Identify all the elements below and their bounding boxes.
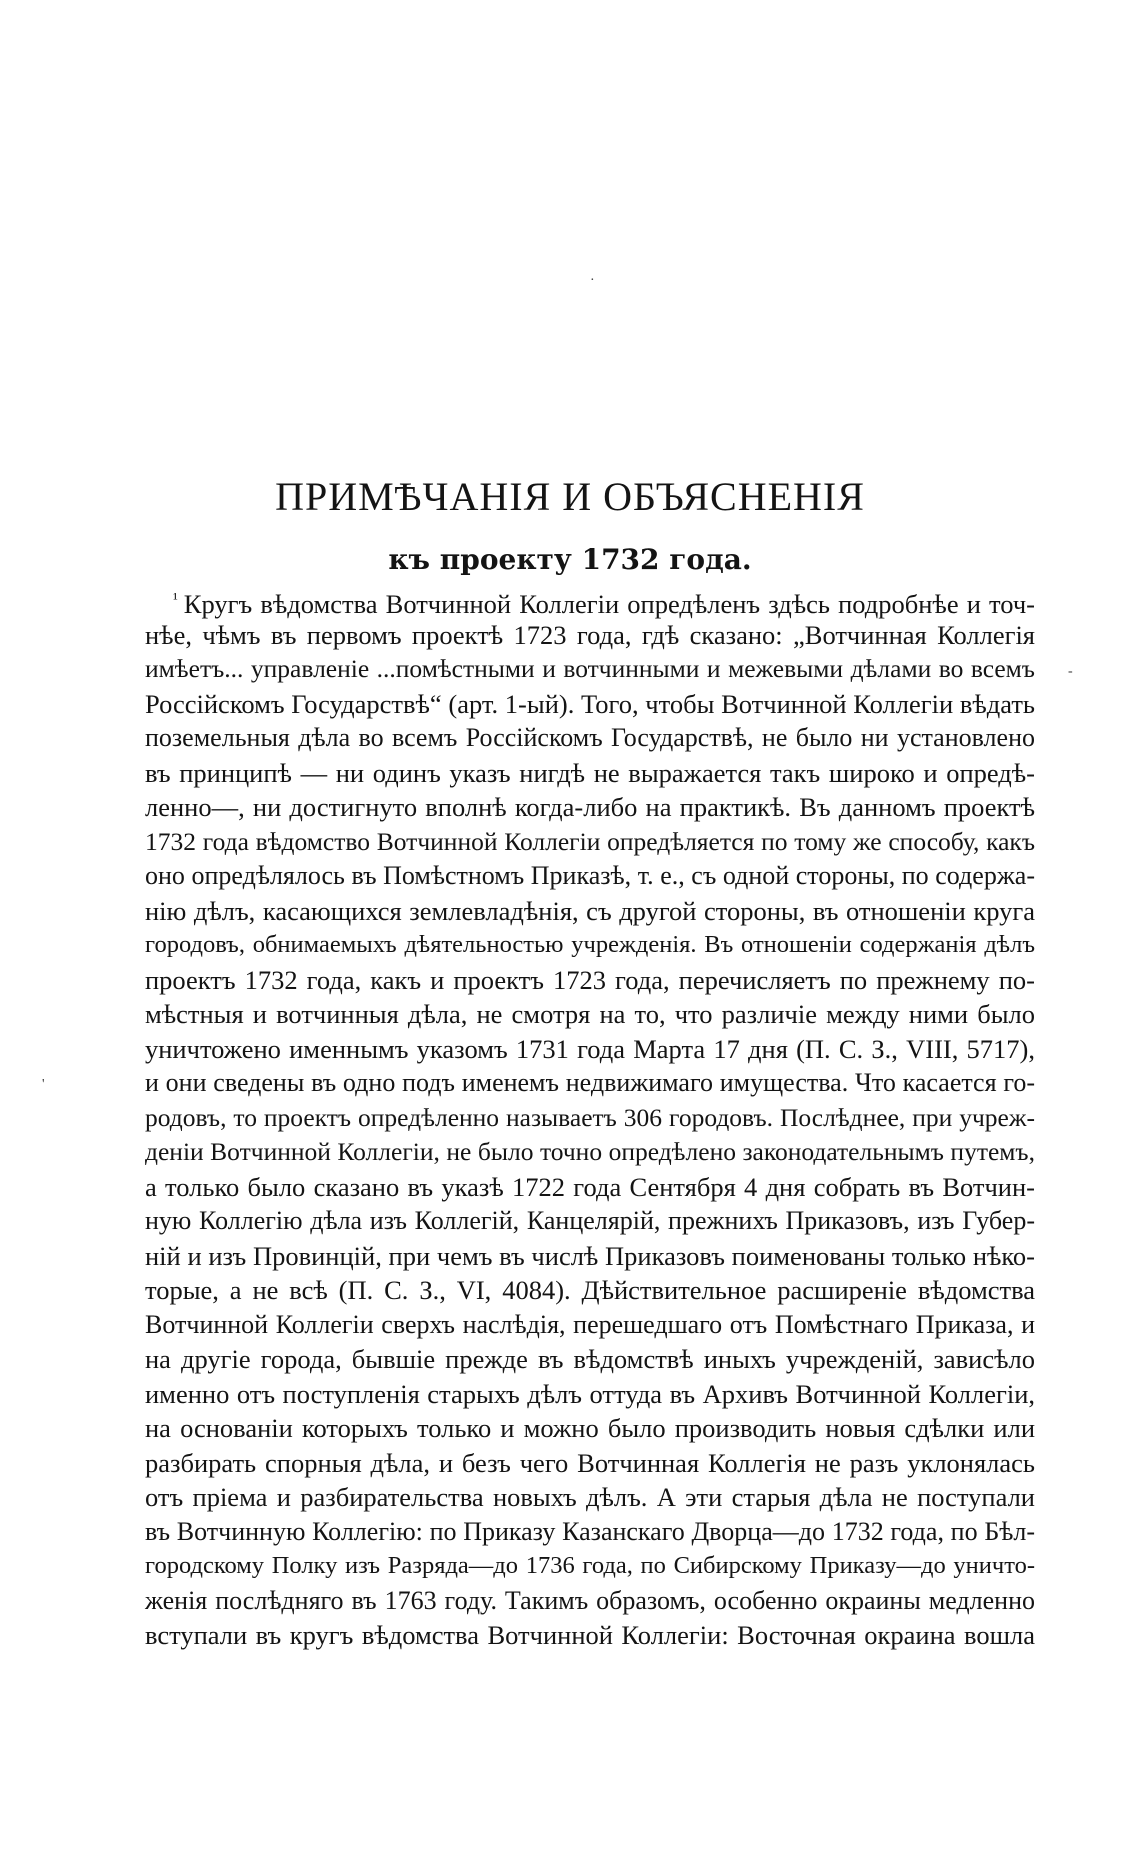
print-speck: · bbox=[590, 273, 595, 288]
text-line: разбирать спорныя дѣла, и безъ чего Вотчинная Коллегія не разъ уклонялась bbox=[145, 1447, 1035, 1478]
text-line: городскому Полку изъ Разряда—до 1736 года, по Сибирскому Приказу—до уничто- bbox=[145, 1552, 1035, 1579]
text-line: отъ пріема и разбирательства новыхъ дѣлъ. А эти старыя дѣла не поступали bbox=[145, 1482, 1035, 1512]
print-speck: ' bbox=[42, 1077, 45, 1092]
text-line: на основаніи которыхъ только и можно было производить новыя сдѣлки или bbox=[145, 1413, 1035, 1443]
page-title: ПРИМѢЧАНІЯ И ОБЪЯСНЕНІЯ bbox=[275, 473, 865, 519]
text-line: ній и изъ Провинцій, при чемъ въ числѣ Приказовъ поименованы только нѣко- bbox=[145, 1240, 1035, 1271]
text-line: уничтожено именнымъ указомъ 1731 года Марта 17 дня (П. С. З., VIII, 5717), bbox=[145, 1033, 1035, 1064]
text-line: имѣетъ... управленіе ...помѣстными и вотчинными и межевыми дѣлами во всемъ bbox=[145, 654, 1035, 683]
text-line: а только было сказано въ указѣ 1722 года Сентября 4 дня собрать въ Вотчин- bbox=[145, 1171, 1035, 1202]
footnote-number: ¹ bbox=[173, 591, 178, 608]
text-line: мѣстныя и вотчинныя дѣла, не смотря на то, что различіе между ними было bbox=[145, 999, 1035, 1029]
text-line: въ принципѣ — ни одинъ указъ нигдѣ не выражается такъ широко и опредѣ- bbox=[145, 757, 1035, 788]
text-line-content: Кругъ вѣдомства Вотчинной Коллегіи опредѣленъ здѣсь подробнѣе и точ- bbox=[183, 589, 1035, 619]
text-line: родовъ, то проектъ опредѣленно называетъ 306 городовъ. Послѣднее, при учреж- bbox=[145, 1102, 1035, 1132]
footnote-text bbox=[145, 583, 1035, 1653]
text-line: деніи Вотчинной Коллегіи, не было точно опредѣлено законодательнымъ путемъ, bbox=[145, 1137, 1035, 1166]
text-line: оно опредѣлялось въ Помѣстномъ Приказѣ, т. е., съ одной стороны, по содержа- bbox=[145, 861, 1035, 890]
text-line: вступали въ кругъ вѣдомства Вотчинной Коллегіи: Восточная окраина вошла bbox=[145, 1620, 1035, 1650]
text-line: поземельныя дѣла во всемъ Россійскомъ Государствѣ, не было ни установлено bbox=[145, 723, 1035, 752]
text-line: нію дѣлъ, касающихся землевладѣнія, съ другой стороны, въ отношеніи круга bbox=[145, 895, 1035, 926]
text-line: именно отъ поступленія старыхъ дѣлъ оттуда въ Архивъ Вотчинной Коллегіи, bbox=[145, 1378, 1035, 1409]
text-line: ную Коллегію дѣла изъ Коллегій, Канцелярій, прежнихъ Приказовъ, изъ Губер- bbox=[145, 1206, 1035, 1235]
text-line: женія послѣдняго въ 1763 году. Такимъ образомъ, особенно окраины медленно bbox=[145, 1585, 1035, 1615]
text-line: проектъ 1732 года, какъ и проектъ 1723 года, перечисляетъ по прежнему по- bbox=[145, 964, 1035, 995]
print-speck: - bbox=[1068, 664, 1073, 679]
text-line bbox=[145, 583, 1035, 618]
text-line: 1732 года вѣдомство Вотчинной Коллегіи опредѣляется по тому же способу, какъ bbox=[145, 826, 1035, 856]
text-line: ленно—, ни достигнуто вполнѣ когда-либо на практикѣ. Въ данномъ проектѣ bbox=[145, 792, 1035, 822]
text-line: нѣе, чѣмъ въ первомъ проектѣ 1723 года, гдѣ сказано: „Вотчинная Коллегія bbox=[145, 619, 1035, 650]
text-line: торые, а не всѣ (П. С. З., VI, 4084). Дѣйствительное расширеніе вѣдомства bbox=[145, 1275, 1035, 1305]
text-line: и они сведены въ одно подъ именемъ недвижимаго имущества. Что касается го- bbox=[145, 1068, 1035, 1097]
text-line: городовъ, обнимаемыхъ дѣятельностью учрежденія. Въ отношеніи содержанія дѣлъ bbox=[145, 931, 1035, 958]
text-line: на другіе города, бывшіе прежде въ вѣдомствѣ иныхъ учрежденій, зависѣло bbox=[145, 1344, 1035, 1374]
text-line: Россійскомъ Государствѣ“ (арт. 1-ый). Того, чтобы Вотчинной Коллегіи вѣдать bbox=[145, 688, 1035, 719]
text-line: Вотчинной Коллегіи сверхъ наслѣдія, перешедшаго отъ Помѣстнаго Приказа, и bbox=[145, 1309, 1035, 1339]
text-line: въ Вотчинную Коллегію: по Приказу Казанскаго Дворца—до 1732 года, по Бѣл- bbox=[145, 1516, 1035, 1546]
page-subtitle: къ проекту 1732 года. bbox=[388, 543, 752, 577]
